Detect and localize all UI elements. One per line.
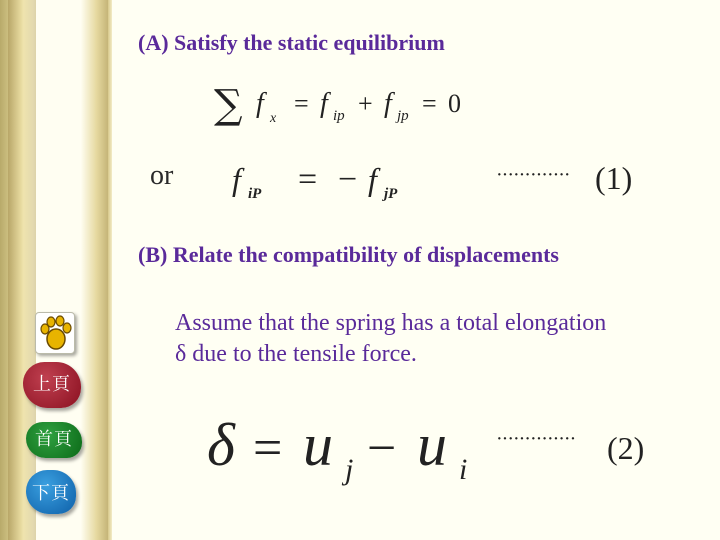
next-page-button[interactable]: 下頁 (26, 470, 76, 514)
sum-forces-equation (210, 82, 480, 132)
leader-dots-2: ·············· (496, 428, 576, 450)
or-label: or (150, 160, 174, 191)
svg-text:ip: ip (333, 108, 345, 124)
paw-print-button[interactable] (35, 312, 75, 354)
equation-2-number: (2) (607, 430, 645, 466)
svg-text:0: 0 (448, 89, 461, 118)
equation-2 (205, 405, 490, 495)
paragraph-line-2: δ due to the tensile force. (175, 341, 417, 367)
svg-text:jP: jP (384, 186, 398, 202)
svg-text:=: = (298, 161, 318, 198)
assumption-paragraph (175, 308, 695, 370)
svg-text:u: u (417, 412, 447, 478)
svg-text:f: f (368, 161, 377, 197)
svg-text:u: u (303, 412, 333, 478)
svg-text:−: − (367, 420, 397, 477)
svg-text:+: + (358, 89, 373, 118)
svg-text:f: f (256, 88, 264, 119)
heading-compatibility: (B) Relate the compatibility of displacements (138, 242, 559, 267)
svg-text:i: i (459, 453, 468, 486)
svg-text:δ: δ (207, 412, 235, 478)
paw-print-icon (36, 313, 74, 353)
svg-text:x: x (270, 111, 277, 126)
svg-text:=: = (422, 89, 437, 118)
svg-text:−: − (338, 161, 358, 198)
svg-text:f: f (320, 88, 328, 119)
leader-dots-1: ············· (496, 164, 570, 186)
equation-1 (228, 158, 448, 204)
svg-text:iP: iP (248, 186, 262, 202)
svg-text:j: j (345, 453, 354, 486)
svg-text:jp: jp (397, 108, 409, 124)
paragraph-line-1: Assume that the spring has a total elongation (175, 310, 607, 336)
svg-text:f: f (232, 161, 241, 197)
svg-text:f: f (384, 88, 392, 119)
sidebar-frame (0, 0, 112, 540)
svg-text:=: = (253, 420, 283, 477)
heading-static-equilibrium: (A) Satisfy the static equilibrium (138, 30, 445, 55)
prev-page-button[interactable]: 上頁 (23, 362, 81, 408)
home-page-button[interactable]: 首頁 (26, 422, 82, 458)
sidebar-rail (8, 0, 36, 540)
svg-text:∑: ∑ (214, 82, 243, 128)
equation-1-number: (1) (595, 160, 633, 196)
svg-text:=: = (294, 89, 309, 118)
